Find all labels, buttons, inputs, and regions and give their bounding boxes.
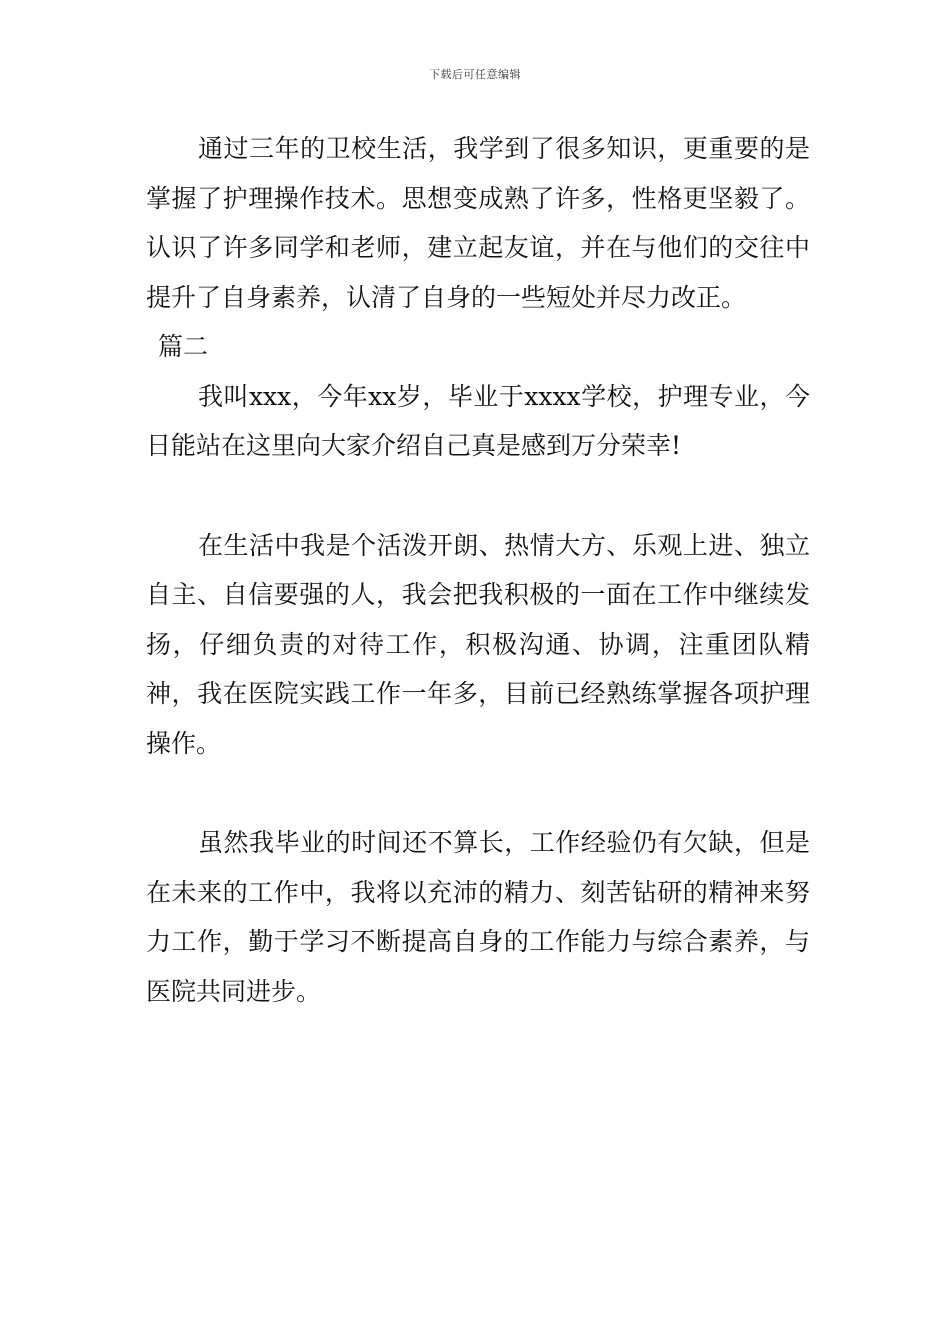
paragraph-2: 我叫xxx，今年xx岁，毕业于xxxx学校，护理专业，今日能站在这里向大家介绍自己真是感到万分荣幸! bbox=[146, 381, 810, 460]
paragraph-spacer bbox=[146, 471, 810, 521]
paragraph-spacer bbox=[146, 768, 810, 818]
paragraph-4: 虽然我毕业的时间还不算长，工作经验仍有欠缺，但是在未来的工作中，我将以充沛的精力、刻苦钻研的精神来努力工作，勤于学习不断提高自身的工作能力与综合素养，与医院共同进步。 bbox=[146, 828, 810, 1006]
page-header: 下载后可任意编辑 bbox=[429, 68, 521, 81]
paragraph-3: 在生活中我是个活泼开朗、热情大方、乐观上进、独立自主、自信要强的人，我会把我积极的一面在工作中继续发扬，仔细负责的对待工作，积极沟通、协调，注重团队精神，我在医院实践工作一年多，目前已经熟练掌握各项护理操作。 bbox=[146, 530, 810, 758]
document-body bbox=[146, 124, 810, 1016]
paragraph-1: 通过三年的卫校生活，我学到了很多知识，更重要的是掌握了护理操作技术。思想变成熟了许多，性格更坚毅了。认识了许多同学和老师，建立起友谊，并在与他们的交往中提升了自身素养，认清了自身的一些短处并尽力改正。 bbox=[146, 134, 810, 312]
section-heading: 篇二 bbox=[158, 332, 209, 361]
